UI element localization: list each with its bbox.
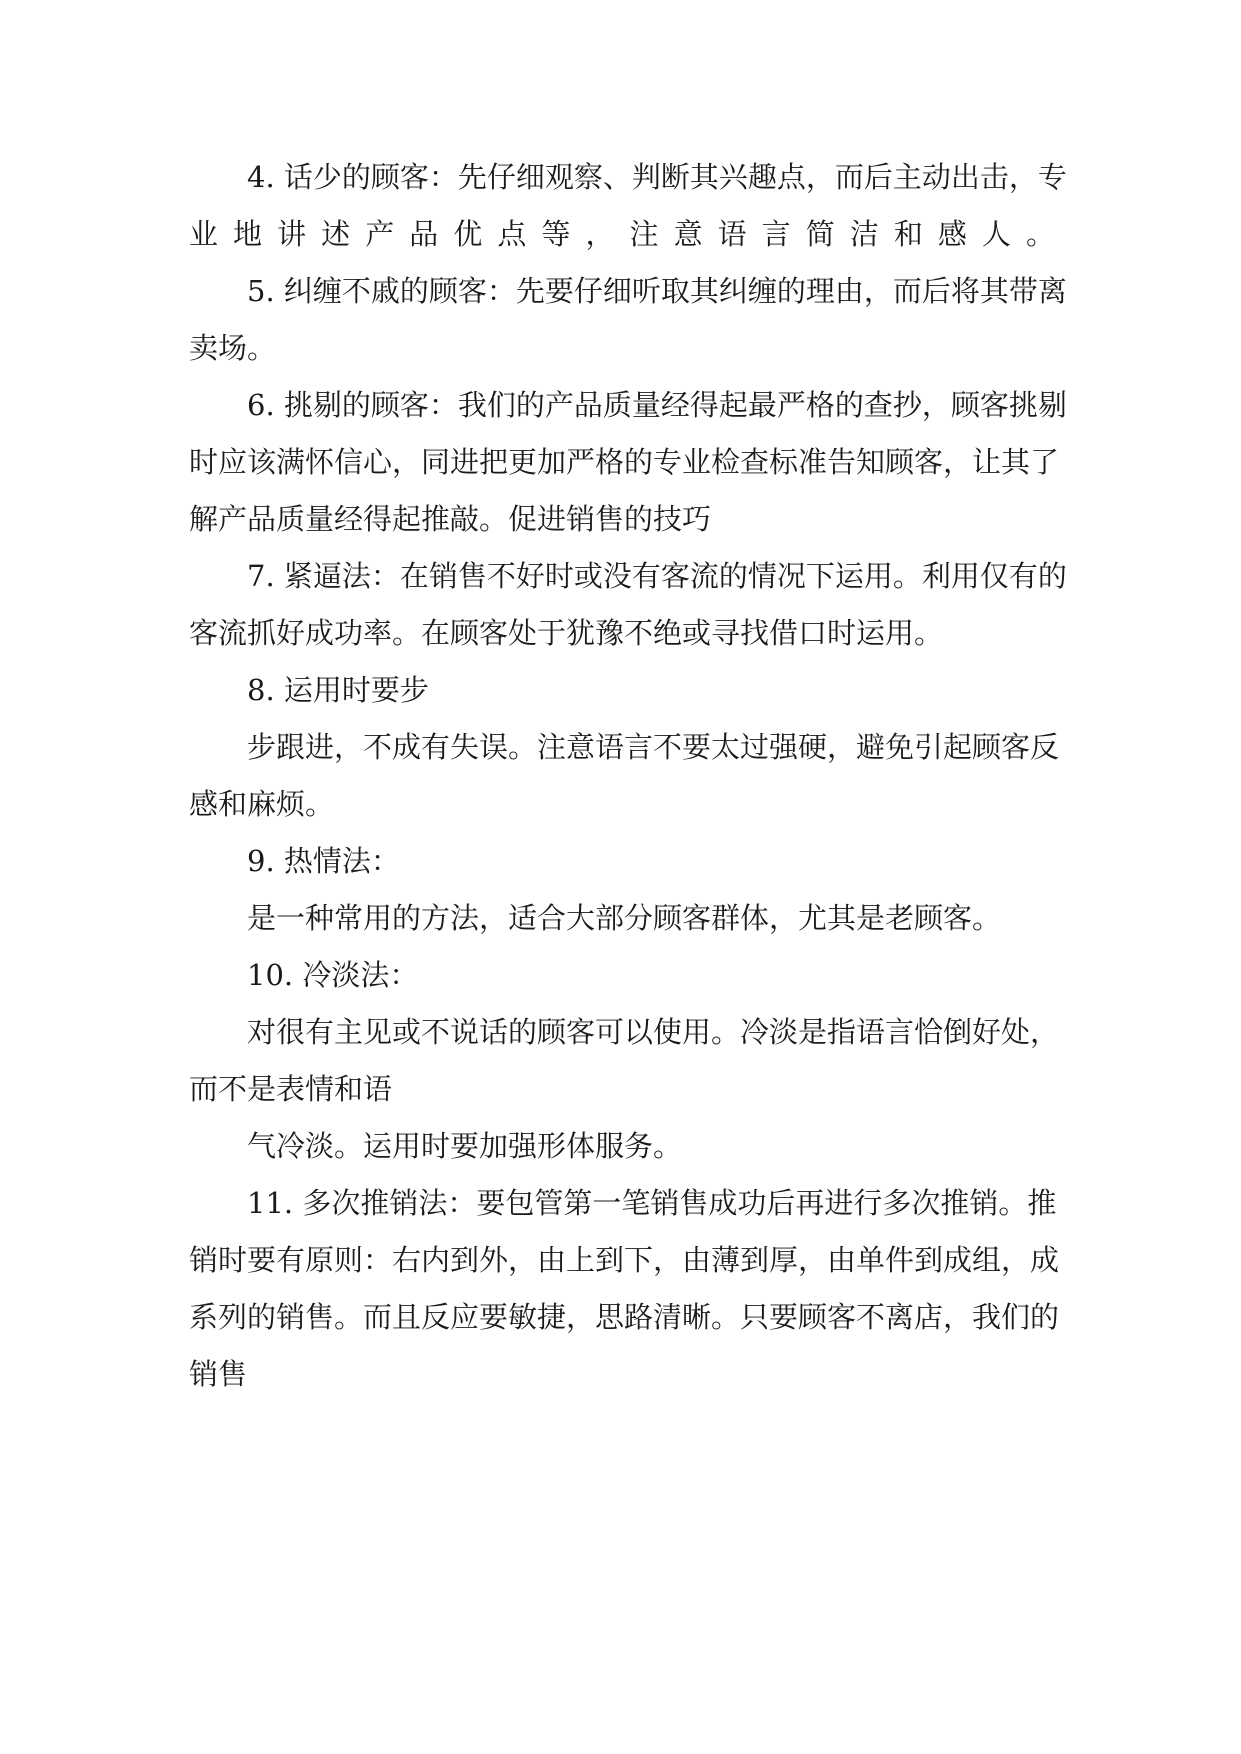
paragraph-line: 销时要有原则：右内到外，由上到下，由薄到厚，由单件到成组，成 [189, 1243, 1060, 1277]
paragraph-line: 而不是表情和语 [189, 1072, 393, 1106]
paragraph-line: 系列的销售。而且反应要敏捷，思路清晰。只要顾客不离店，我们的 [189, 1300, 1060, 1334]
paragraph-line: 8. 运用时要步 [247, 673, 429, 707]
paragraph-line: 感和麻烦。 [189, 787, 335, 821]
paragraph-line: 解产品质量经得起推敲。促进销售的技巧 [189, 502, 712, 536]
paragraph-line: 时应该满怀信心，同进把更加严格的专业检查标准告知顾客，让其了 [189, 445, 1060, 479]
paragraph-line: 10. 冷淡法： [247, 958, 419, 992]
paragraph-line: 6. 挑剔的顾客：我们的产品质量经得起最严格的查抄，顾客挑剔 [247, 388, 1067, 422]
paragraph-line: 5. 纠缠不戚的顾客：先要仔细听取其纠缠的理由，而后将其带离 [247, 274, 1067, 308]
paragraph-line: 销售 [189, 1357, 248, 1391]
paragraph-line: 对很有主见或不说话的顾客可以使用。冷淡是指语言恰倒好处， [247, 1015, 1060, 1049]
paragraph-line: 气冷淡。运用时要加强形体服务。 [247, 1129, 683, 1163]
paragraph-line: 11. 多次推销法：要包管第一笔销售成功后再进行多次推销。推 [247, 1186, 1057, 1220]
paragraph-line: 是一种常用的方法，适合大部分顾客群体，尤其是老顾客。 [247, 901, 1002, 935]
paragraph-line: 业地讲述产品优点等，注意语言简洁和感人。 [189, 217, 1055, 251]
paragraph-line: 步跟进，不成有失误。注意语言不要太过强硬，避免引起顾客反 [247, 730, 1060, 764]
paragraph-line: 4. 话少的顾客：先仔细观察、判断其兴趣点，而后主动出击，专 [247, 160, 1067, 194]
paragraph-line: 7. 紧逼法：在销售不好时或没有客流的情况下运用。利用仅有的 [247, 559, 1067, 593]
paragraph-line: 卖场。 [189, 331, 277, 365]
paragraph-line: 客流抓好成功率。在顾客处于犹豫不绝或寻找借口时运用。 [189, 616, 944, 650]
paragraph-line: 9. 热情法： [247, 844, 400, 878]
